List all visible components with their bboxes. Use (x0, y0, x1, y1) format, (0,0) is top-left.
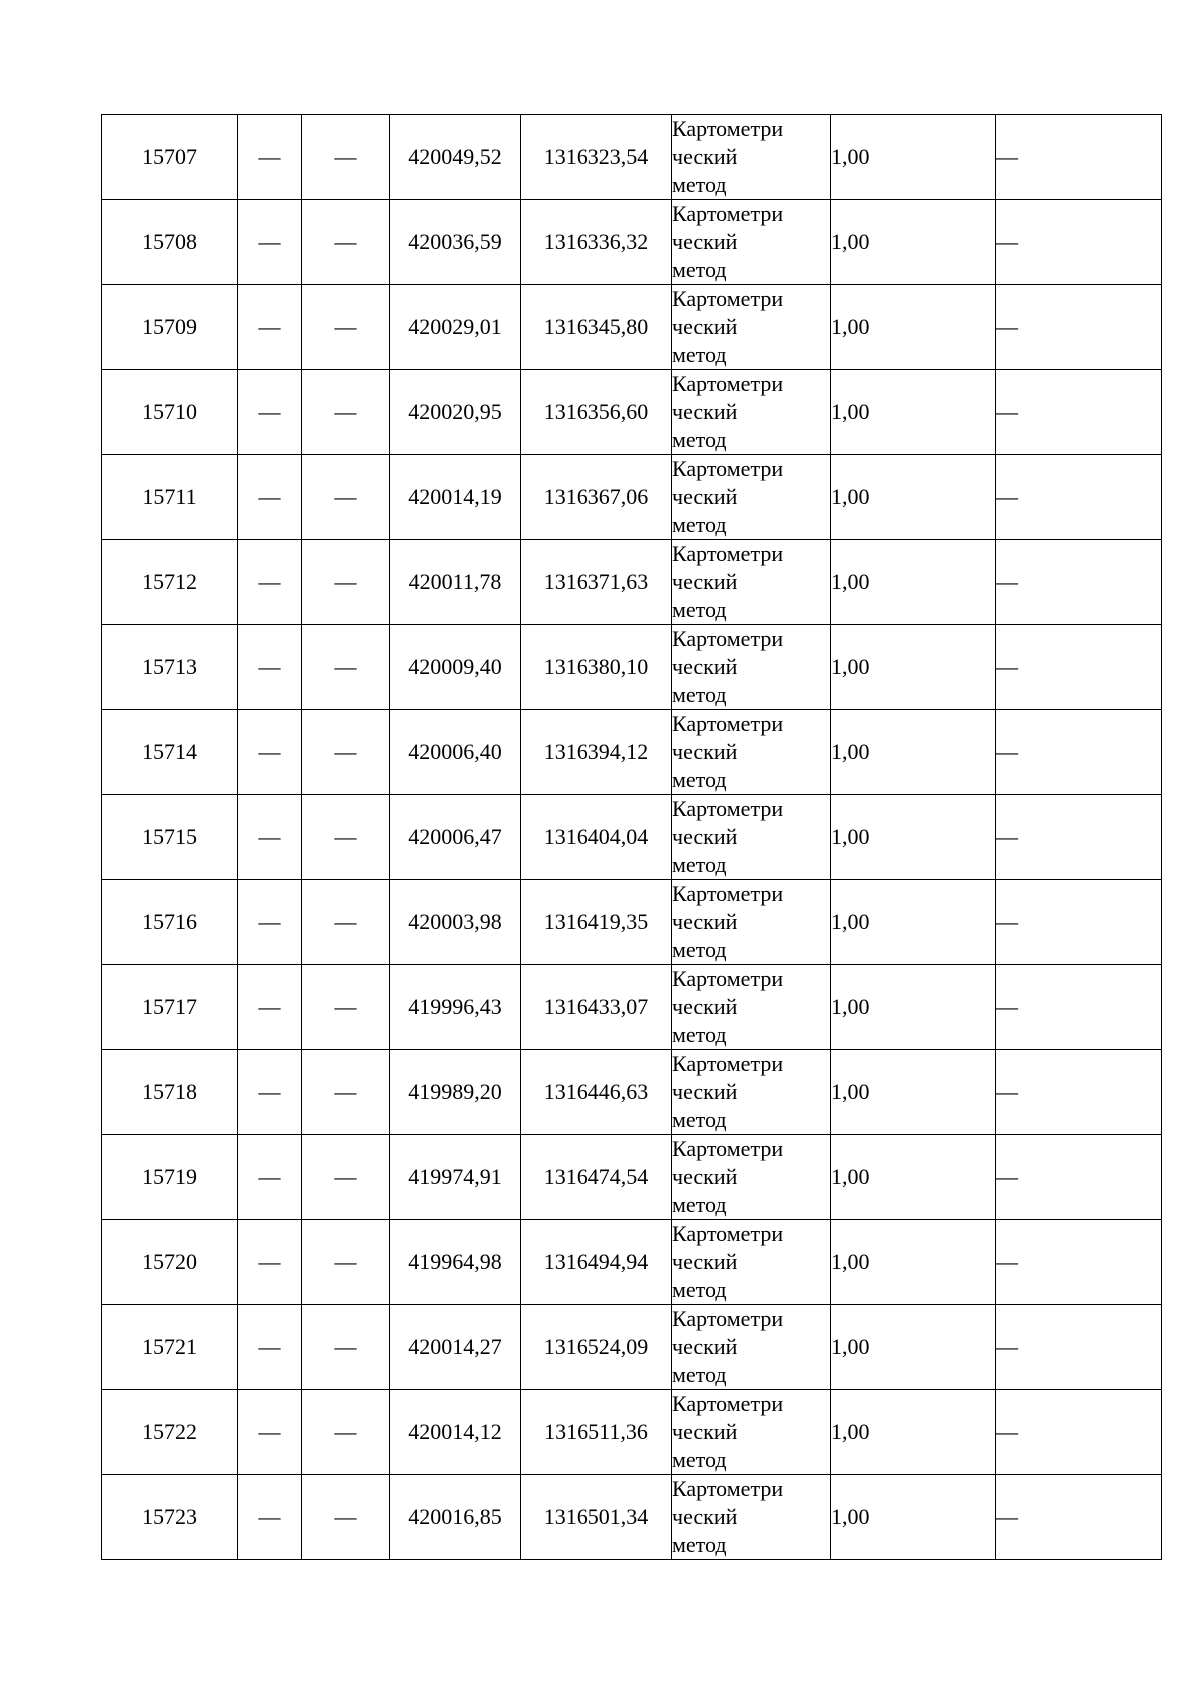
table-row (102, 795, 1162, 880)
x-coordinate-cell: 419989,20 (390, 1050, 521, 1135)
empty-value-cell: — (996, 1475, 1162, 1560)
x-coordinate-cell: 420029,01 (390, 285, 521, 370)
empty-value-cell: — (238, 285, 302, 370)
empty-value-cell: — (302, 625, 390, 710)
accuracy-cell: 1,00 (831, 795, 996, 880)
point-number-cell: 15716 (102, 880, 238, 965)
point-number-cell: 15709 (102, 285, 238, 370)
method-text-line: ческий (672, 229, 738, 254)
method-text-line: метод (672, 1447, 727, 1472)
empty-value-cell: — (302, 115, 390, 200)
method-text-line: метод (672, 512, 727, 537)
accuracy-cell: 1,00 (831, 1305, 996, 1390)
y-coordinate-cell: 1316356,60 (521, 370, 672, 455)
y-coordinate-cell: 1316404,04 (521, 795, 672, 880)
method-cell (672, 455, 831, 540)
y-coordinate-cell: 1316446,63 (521, 1050, 672, 1135)
empty-value-cell: — (302, 965, 390, 1050)
x-coordinate-cell: 420014,19 (390, 455, 521, 540)
point-number-cell: 15720 (102, 1220, 238, 1305)
accuracy-cell: 1,00 (831, 880, 996, 965)
method-cell (672, 1390, 831, 1475)
y-coordinate-cell: 1316419,35 (521, 880, 672, 965)
method-cell (672, 370, 831, 455)
x-coordinate-cell: 420036,59 (390, 200, 521, 285)
x-coordinate-cell: 420014,12 (390, 1390, 521, 1475)
empty-value-cell: — (238, 965, 302, 1050)
table-row (102, 540, 1162, 625)
empty-value-cell: — (302, 1305, 390, 1390)
method-text-line: ческий (672, 1164, 738, 1189)
y-coordinate-cell: 1316494,94 (521, 1220, 672, 1305)
empty-value-cell: — (302, 880, 390, 965)
method-text-line: Картометри (672, 1476, 784, 1501)
empty-value-cell: — (238, 370, 302, 455)
empty-value-cell: — (302, 795, 390, 880)
empty-value-cell: — (302, 1220, 390, 1305)
empty-value-cell: — (238, 115, 302, 200)
table-row (102, 1220, 1162, 1305)
method-text-line: ческий (672, 739, 738, 764)
method-text-line: метод (672, 172, 727, 197)
accuracy-cell: 1,00 (831, 1220, 996, 1305)
method-text-line: Картометри (672, 966, 784, 991)
point-number-cell: 15708 (102, 200, 238, 285)
method-text-line: Картометри (672, 796, 784, 821)
method-text-line: метод (672, 1107, 727, 1132)
method-text-line: Картометри (672, 1051, 784, 1076)
point-number-cell: 15711 (102, 455, 238, 540)
point-number-cell: 15723 (102, 1475, 238, 1560)
point-number-cell: 15707 (102, 115, 238, 200)
y-coordinate-cell: 1316394,12 (521, 710, 672, 795)
empty-value-cell: — (238, 455, 302, 540)
empty-value-cell: — (238, 200, 302, 285)
x-coordinate-cell: 420020,95 (390, 370, 521, 455)
method-text-line: ческий (672, 909, 738, 934)
method-text-line: Картометри (672, 286, 784, 311)
method-text-line: метод (672, 342, 727, 367)
method-text-line: ческий (672, 1419, 738, 1444)
table-row (102, 115, 1162, 200)
empty-value-cell: — (238, 1220, 302, 1305)
method-text-line: метод (672, 1362, 727, 1387)
x-coordinate-cell: 420016,85 (390, 1475, 521, 1560)
empty-value-cell: — (238, 625, 302, 710)
method-cell (672, 1220, 831, 1305)
method-text-line: метод (672, 937, 727, 962)
method-text-line: ческий (672, 1504, 738, 1529)
method-text-line: Картометри (672, 1391, 784, 1416)
accuracy-cell: 1,00 (831, 370, 996, 455)
empty-value-cell: — (996, 115, 1162, 200)
empty-value-cell: — (996, 625, 1162, 710)
method-text-line: ческий (672, 1079, 738, 1104)
table-row (102, 285, 1162, 370)
method-text-line: ческий (672, 994, 738, 1019)
accuracy-cell: 1,00 (831, 965, 996, 1050)
empty-value-cell: — (302, 1135, 390, 1220)
x-coordinate-cell: 420006,47 (390, 795, 521, 880)
method-text-line: метод (672, 1532, 727, 1557)
method-text-line: Картометри (672, 371, 784, 396)
accuracy-cell: 1,00 (831, 455, 996, 540)
empty-value-cell: — (302, 370, 390, 455)
empty-value-cell: — (302, 710, 390, 795)
method-cell (672, 115, 831, 200)
method-cell (672, 710, 831, 795)
table-row (102, 200, 1162, 285)
table-row (102, 625, 1162, 710)
y-coordinate-cell: 1316345,80 (521, 285, 672, 370)
method-text-line: ческий (672, 654, 738, 679)
point-number-cell: 15721 (102, 1305, 238, 1390)
table-row (102, 1390, 1162, 1475)
point-number-cell: 15719 (102, 1135, 238, 1220)
method-text-line: ческий (672, 484, 738, 509)
method-cell (672, 795, 831, 880)
empty-value-cell: — (996, 710, 1162, 795)
method-text-line: метод (672, 1277, 727, 1302)
table-row (102, 455, 1162, 540)
method-text-line: Картометри (672, 626, 784, 651)
point-number-cell: 15715 (102, 795, 238, 880)
table-row (102, 1050, 1162, 1135)
point-number-cell: 15710 (102, 370, 238, 455)
method-cell (672, 1135, 831, 1220)
empty-value-cell: — (996, 540, 1162, 625)
accuracy-cell: 1,00 (831, 540, 996, 625)
empty-value-cell: — (996, 1050, 1162, 1135)
accuracy-cell: 1,00 (831, 1135, 996, 1220)
x-coordinate-cell: 420049,52 (390, 115, 521, 200)
y-coordinate-cell: 1316371,63 (521, 540, 672, 625)
accuracy-cell: 1,00 (831, 710, 996, 795)
point-number-cell: 15714 (102, 710, 238, 795)
empty-value-cell: — (238, 795, 302, 880)
x-coordinate-cell: 420003,98 (390, 880, 521, 965)
empty-value-cell: — (996, 455, 1162, 540)
empty-value-cell: — (996, 1220, 1162, 1305)
y-coordinate-cell: 1316474,54 (521, 1135, 672, 1220)
method-text-line: Картометри (672, 711, 784, 736)
table-row (102, 1305, 1162, 1390)
table-row (102, 710, 1162, 795)
y-coordinate-cell: 1316367,06 (521, 455, 672, 540)
accuracy-cell: 1,00 (831, 285, 996, 370)
accuracy-cell: 1,00 (831, 1475, 996, 1560)
empty-value-cell: — (302, 1050, 390, 1135)
point-number-cell: 15718 (102, 1050, 238, 1135)
method-text-line: Картометри (672, 541, 784, 566)
empty-value-cell: — (238, 1390, 302, 1475)
y-coordinate-cell: 1316336,32 (521, 200, 672, 285)
x-coordinate-cell: 419974,91 (390, 1135, 521, 1220)
method-text-line: метод (672, 1192, 727, 1217)
method-text-line: Картометри (672, 881, 784, 906)
table-row (102, 1135, 1162, 1220)
point-number-cell: 15713 (102, 625, 238, 710)
method-text-line: ческий (672, 1249, 738, 1274)
table-row (102, 880, 1162, 965)
method-text-line: метод (672, 1022, 727, 1047)
y-coordinate-cell: 1316524,09 (521, 1305, 672, 1390)
method-text-line: метод (672, 597, 727, 622)
method-text-line: Картометри (672, 1136, 784, 1161)
empty-value-cell: — (302, 200, 390, 285)
x-coordinate-cell: 420014,27 (390, 1305, 521, 1390)
method-text-line: метод (672, 682, 727, 707)
method-cell (672, 965, 831, 1050)
empty-value-cell: — (238, 1305, 302, 1390)
empty-value-cell: — (996, 285, 1162, 370)
accuracy-cell: 1,00 (831, 1390, 996, 1475)
table-row (102, 965, 1162, 1050)
y-coordinate-cell: 1316323,54 (521, 115, 672, 200)
y-coordinate-cell: 1316380,10 (521, 625, 672, 710)
method-text-line: Картометри (672, 1306, 784, 1331)
method-cell (672, 1050, 831, 1135)
empty-value-cell: — (238, 540, 302, 625)
accuracy-cell: 1,00 (831, 1050, 996, 1135)
x-coordinate-cell: 420009,40 (390, 625, 521, 710)
table-body (102, 115, 1162, 1560)
method-text-line: метод (672, 852, 727, 877)
method-text-line: ческий (672, 569, 738, 594)
accuracy-cell: 1,00 (831, 625, 996, 710)
point-number-cell: 15712 (102, 540, 238, 625)
empty-value-cell: — (238, 1135, 302, 1220)
method-text-line: ческий (672, 1334, 738, 1359)
empty-value-cell: — (302, 285, 390, 370)
empty-value-cell: — (238, 880, 302, 965)
x-coordinate-cell: 420006,40 (390, 710, 521, 795)
method-cell (672, 540, 831, 625)
method-text-line: ческий (672, 824, 738, 849)
method-cell (672, 880, 831, 965)
empty-value-cell: — (302, 1475, 390, 1560)
method-cell (672, 625, 831, 710)
empty-value-cell: — (238, 1475, 302, 1560)
table-row (102, 1475, 1162, 1560)
empty-value-cell: — (996, 965, 1162, 1050)
empty-value-cell: — (302, 455, 390, 540)
empty-value-cell: — (996, 370, 1162, 455)
method-text-line: ческий (672, 144, 738, 169)
method-cell (672, 285, 831, 370)
method-text-line: ческий (672, 314, 738, 339)
empty-value-cell: — (996, 795, 1162, 880)
x-coordinate-cell: 420011,78 (390, 540, 521, 625)
empty-value-cell: — (996, 1305, 1162, 1390)
method-text-line: метод (672, 427, 727, 452)
x-coordinate-cell: 419964,98 (390, 1220, 521, 1305)
coordinates-table (101, 114, 1162, 1560)
method-text-line: метод (672, 767, 727, 792)
method-text-line: Картометри (672, 456, 784, 481)
empty-value-cell: — (996, 1390, 1162, 1475)
table-row (102, 370, 1162, 455)
method-cell (672, 200, 831, 285)
method-cell (672, 1475, 831, 1560)
method-text-line: метод (672, 257, 727, 282)
empty-value-cell: — (996, 1135, 1162, 1220)
empty-value-cell: — (238, 1050, 302, 1135)
method-cell (672, 1305, 831, 1390)
x-coordinate-cell: 419996,43 (390, 965, 521, 1050)
accuracy-cell: 1,00 (831, 200, 996, 285)
y-coordinate-cell: 1316511,36 (521, 1390, 672, 1475)
empty-value-cell: — (238, 710, 302, 795)
accuracy-cell: 1,00 (831, 115, 996, 200)
empty-value-cell: — (302, 540, 390, 625)
point-number-cell: 15722 (102, 1390, 238, 1475)
method-text-line: Картометри (672, 201, 784, 226)
empty-value-cell: — (996, 880, 1162, 965)
y-coordinate-cell: 1316433,07 (521, 965, 672, 1050)
method-text-line: Картометри (672, 116, 784, 141)
method-text-line: ческий (672, 399, 738, 424)
method-text-line: Картометри (672, 1221, 784, 1246)
empty-value-cell: — (302, 1390, 390, 1475)
y-coordinate-cell: 1316501,34 (521, 1475, 672, 1560)
empty-value-cell: — (996, 200, 1162, 285)
point-number-cell: 15717 (102, 965, 238, 1050)
